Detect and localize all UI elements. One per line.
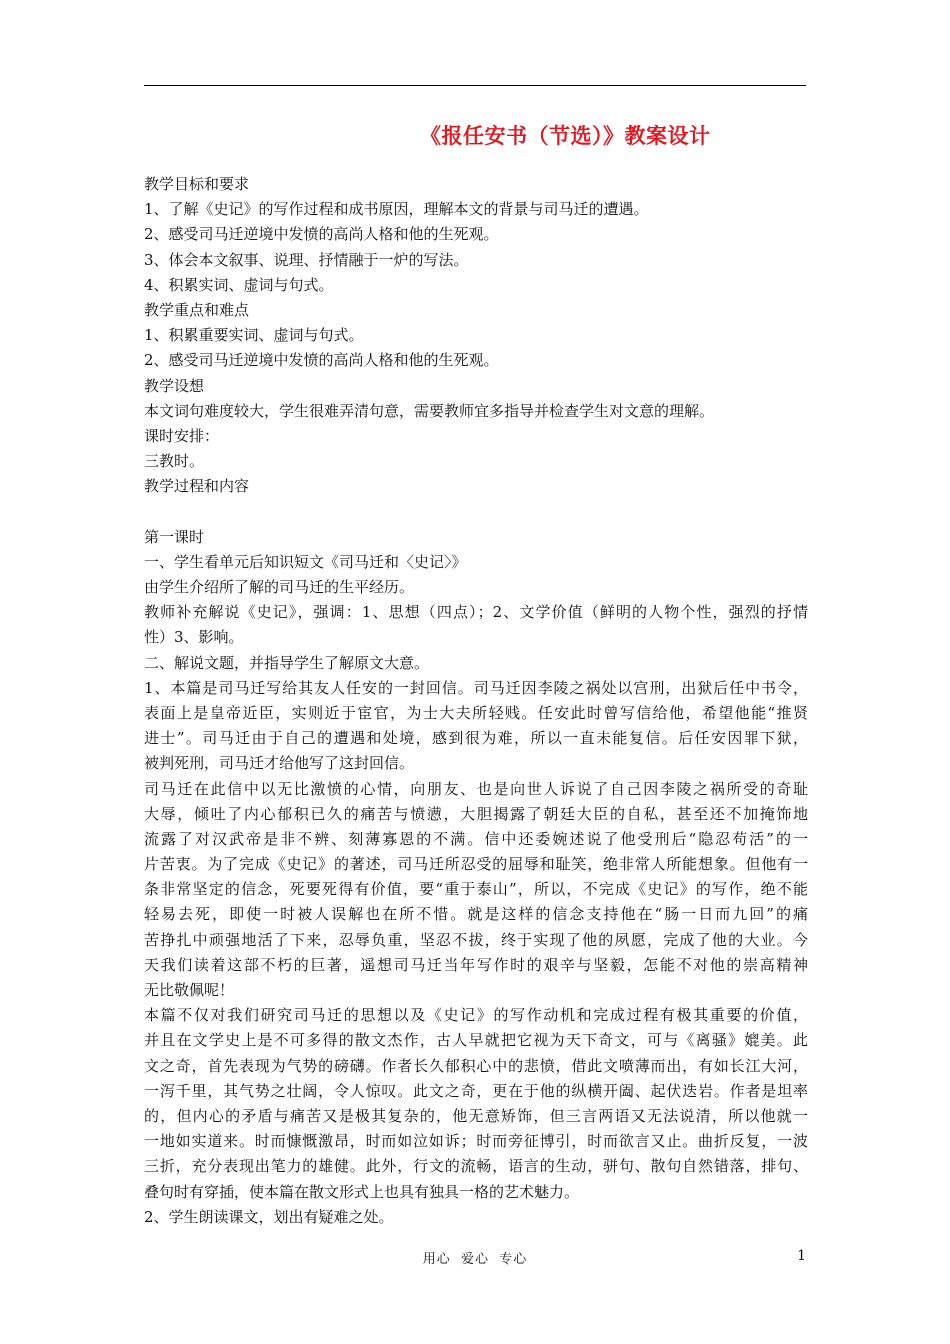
- body-text-line: 本篇不仅对我们研究司马迁的思想以及《史记》的写作动机和完成过程有极其重要的价值，: [144, 1006, 808, 1025]
- header-rule: [144, 85, 806, 86]
- body-text-line: 教学重点和难点: [144, 300, 250, 319]
- document-title: 《报任安书（节选）》教案设计: [420, 123, 711, 148]
- body-text-line: 1、积累重要实词、虚词与句式。: [144, 326, 364, 345]
- body-text-line: 一泻千里，其气势之壮阔，令人惊叹。此文之奇，更在于他的纵横开阖、起伏迭岩。作者是坦率: [144, 1081, 808, 1100]
- body-text-line: 苦挣扎中顽强地活了下来，忍辱负重，坚忍不拔，终于实现了他的夙愿，完成了他的大业。今: [144, 930, 808, 949]
- body-text-line: 的，但内心的矛盾与痛苦又是极其复杂的，他无意矫饰，但三言两语又无法说清，所以他就一: [144, 1106, 808, 1125]
- body-text-line: 由学生介绍所了解的司马迁的生平经历。: [144, 578, 415, 596]
- body-text-line: 一地如实道来。时而慷慨激昂，时而如泣如诉；时而旁征博引，时而欲言又止。曲折反复，一波: [144, 1132, 808, 1151]
- body-text-line: 叠句时有穿插，使本篇在散文形式上也具有独具一格的艺术魅力。: [144, 1182, 580, 1201]
- body-text-line: 教师补充解说《史记》，强调：1、思想（四点）；2、文学价值（鲜明的人物个性，强烈的抒情: [144, 603, 808, 622]
- body-text-line: 无比敬佩呢！: [144, 981, 235, 999]
- body-text-line: 教学过程和内容: [144, 477, 250, 496]
- body-text-line: 2、感受司马迁逆境中发愤的高尚人格和他的生死观。: [144, 351, 499, 370]
- body-text-line: 流露了对汉武帝是非不辨、刻薄寡恩的不满。信中还委婉述说了他受刑后“隐忍苟活”的一: [144, 829, 808, 848]
- body-text-line: 文之奇，首先表现为气势的磅礴。作者长久郁积心中的悲愤，借此文喷薄而出，有如长江大河，: [144, 1056, 808, 1075]
- body-text-line: 条非常坚定的信念，死要死得有价值，要“重于泰山”，所以，不完成《史记》的写作，绝不能: [144, 880, 808, 899]
- page-number: 1: [797, 1248, 806, 1264]
- body-text-line: 教学设想: [144, 376, 205, 395]
- blank-line: [144, 499, 808, 524]
- body-text-line: 司马迁在此信中以无比激愤的心情，向朋友、也是向世人诉说了自己因李陵之祸所受的奇耻: [144, 779, 808, 798]
- body-text-line: 1、了解《史记》的写作过程和成书原因，理解本文的背景与司马迁的遭遇。: [144, 200, 649, 219]
- body-text-line: 2、感受司马迁逆境中发愤的高尚人格和他的生死观。: [144, 225, 499, 244]
- body-text-line: 并且在文学史上是不可多得的散文杰作，古人早就把它视为天下奇文，可与《离骚》媲美。此: [144, 1031, 808, 1050]
- body-text-line: 2、学生朗读课文，划出有疑难之处。: [144, 1207, 394, 1226]
- body-text-line: 第一课时: [144, 527, 205, 546]
- document-body: [144, 172, 808, 1230]
- body-text-line: 一、学生看单元后知识短文《司马迁和〈史记〉》: [144, 552, 467, 571]
- body-text-line: 本文词句难度较大，学生很难弄清句意，需要教师宜多指导并检查学生对文意的理解。: [144, 401, 715, 420]
- body-text-line: 进士”。司马迁由于自己的遭遇和处境，感到很为难，所以一直未能复信。后任安因罪下狱，: [144, 729, 808, 748]
- body-text-line: 4、积累实词、虚词与句式。: [144, 275, 334, 294]
- body-text-line: 被判死刑，司马迁才给他写了这封回信。: [144, 754, 415, 773]
- body-text-line: 大辱，倾吐了内心郁积已久的痛苦与愤懑，大胆揭露了朝廷大臣的自私，甚至还不加掩饰地: [144, 804, 808, 823]
- body-text-line: 轻易去死，即使一时被人误解也在所不惜。就是这样的信念支持他在“肠一日而九回”的痛: [144, 905, 808, 924]
- body-text-line: 片苦衷。为了完成《史记》的著述，司马迁所忍受的屈辱和耻笑，绝非常人所能想象。但他有一: [144, 855, 808, 874]
- body-text-line: 课时安排：: [144, 426, 220, 445]
- body-text-line: 天我们读着这部不朽的巨著，遥想司马迁当年写作时的艰辛与坚毅，怎能不对他的崇高精神: [144, 955, 808, 974]
- body-text-line: 1、本篇是司马迁写给其友人任安的一封回信。司马迁因李陵之祸处以宫刑，出狱后任中书令，: [144, 678, 808, 697]
- body-text-line: 二、解说文题，并指导学生了解原文大意。: [144, 653, 430, 672]
- body-text-line: 表面上是皇帝近臣，实则近于宦官，为士大夫所轻贱。任安此时曾写信给他，希望他能“推贤: [144, 703, 808, 722]
- body-text-line: 教学目标和要求: [144, 175, 250, 193]
- footer-motto: 用心 爱心 专心: [422, 1252, 528, 1267]
- body-text-line: 三教时。: [144, 452, 205, 471]
- body-text-line: 性）3、影响。: [144, 628, 244, 647]
- body-text-line: 三折，充分表现出笔力的雄健。此外，行文的流畅，语言的生动，骈句、散句自然错落，排句、: [144, 1157, 808, 1176]
- body-text-line: 3、体会本文叙事、说理、抒情融于一炉的写法。: [144, 250, 469, 269]
